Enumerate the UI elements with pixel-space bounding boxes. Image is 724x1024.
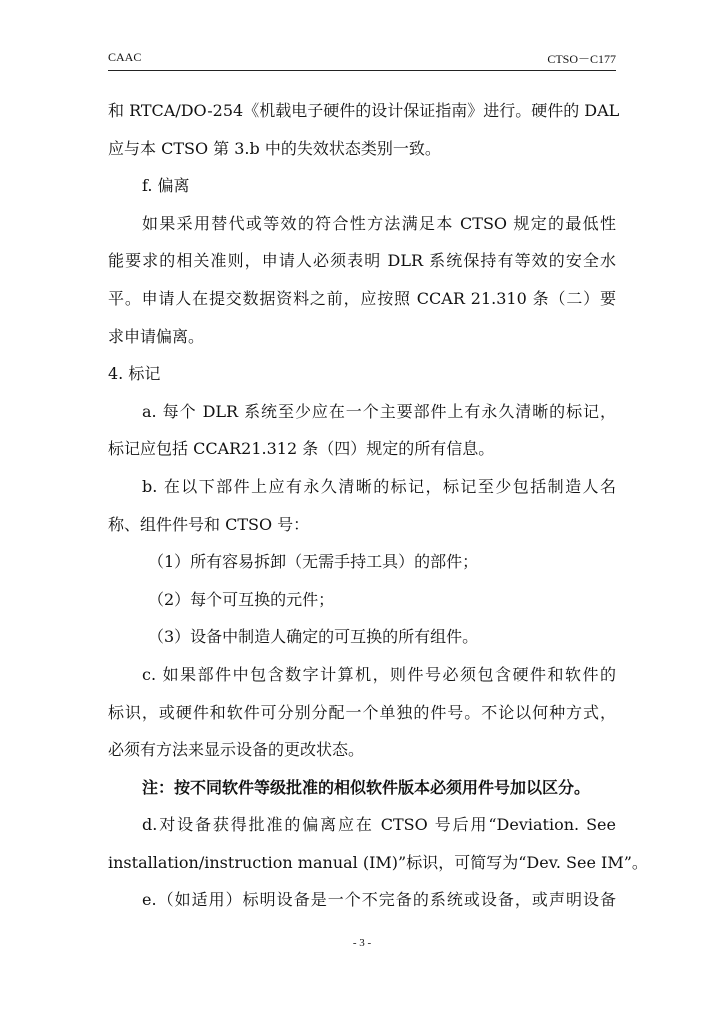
paragraph-line: installation/instruction manual (IM)”标识，可简写为“Dev. See IM”。 — [108, 852, 648, 872]
paragraph-line: 求申请偏离。 — [108, 326, 205, 346]
section-heading-deviation: f. 偏离 — [142, 176, 190, 196]
paragraph-line: 如果采用替代或等效的符合性方法满足本 CTSO 规定的最低性 — [142, 213, 616, 233]
page-number: - 3 - — [352, 937, 372, 949]
paragraph-line: 和 RTCA/DO-254《机载电子硬件的设计保证指南》进行。硬件的 DAL — [108, 101, 620, 120]
header-doc-id: CTSO－C177 — [547, 52, 616, 66]
paragraph-line: 应与本 CTSO 第 3.b 中的失效状态类别一致。 — [108, 138, 441, 158]
paragraph-line: 必须有方法来显示设备的更改状态。 — [108, 740, 365, 760]
paragraph-line: a. 每个 DLR 系统至少应在一个主要部件上有永久清晰的标记， — [142, 401, 616, 421]
header-org: CAAC — [108, 50, 142, 64]
section-heading-marking: 4. 标记 — [108, 364, 161, 384]
page-header — [108, 50, 616, 70]
body-text — [108, 92, 648, 919]
note-line: 注：按不同软件等级批准的相似软件版本必须用件号加以区分。 — [142, 777, 591, 797]
list-item: （2）每个可互换的元件； — [148, 589, 335, 609]
paragraph-line: 能要求的相关准则，申请人必须表明 DLR 系统保持有等效的安全水 — [108, 251, 616, 271]
paragraph-line: b. 在以下部件上应有永久清晰的标记，标记至少包括制造人名 — [142, 476, 616, 496]
paragraph-line: 平。申请人在提交数据资料之前，应按照 CCAR 21.310 条（二）要 — [108, 288, 616, 308]
paragraph-line: d.对设备获得批准的偏离应在 CTSO 号后用“Deviation. See — [142, 815, 616, 835]
paragraph-line: e.（如适用）标明设备是一个不完备的系统或设备，或声明设备 — [142, 890, 616, 910]
paragraph-line: 标记应包括 CCAR21.312 条（四）规定的所有信息。 — [108, 439, 495, 459]
paragraph-line: c. 如果部件中包含数字计算机，则件号必须包含硬件和软件的 — [142, 664, 616, 684]
header-rule — [108, 70, 616, 71]
list-item: （3）设备中制造人确定的可互换的所有组件。 — [148, 627, 479, 647]
paragraph-line: 标识，或硬件和软件可分别分配一个单独的件号。不论以何种方式， — [108, 702, 616, 722]
paragraph-line: 称、组件件号和 CTSO 号： — [108, 514, 310, 534]
list-item: （1）所有容易拆卸（无需手持工具）的部件； — [148, 552, 479, 572]
